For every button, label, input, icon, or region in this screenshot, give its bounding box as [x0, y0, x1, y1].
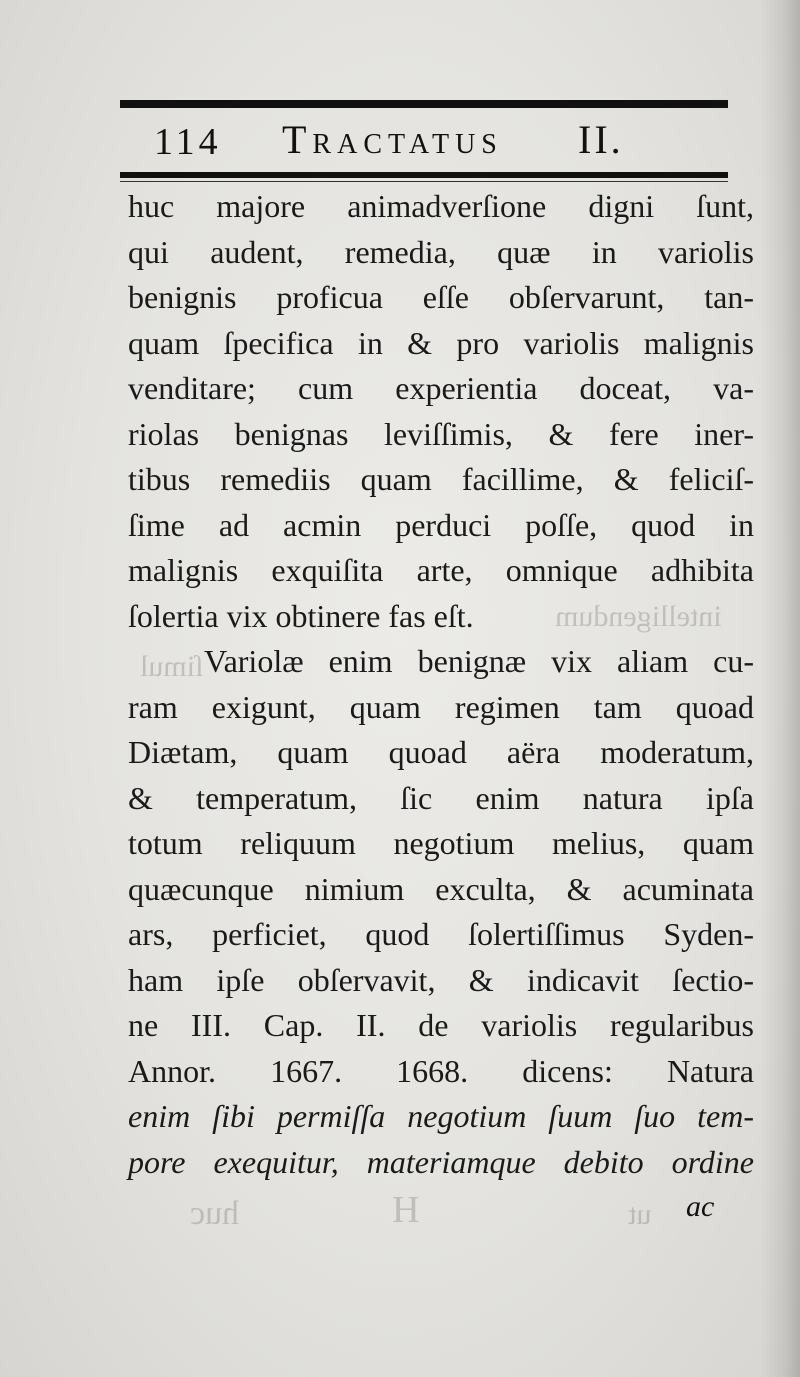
text-line: ne III. Cap. II. de variolis regularibus: [128, 1007, 754, 1043]
text-line: Diætam, quam quoad aëra moderatum,: [128, 734, 754, 770]
text-line: ars, perficiet, quod ſolertiſſimus Syden-: [128, 916, 754, 952]
quotation-line: pore exequitur, materiamque debito ordine: [128, 1143, 754, 1180]
header-rule-bottom-thin: [120, 181, 728, 182]
paragraph-start-line: Variolæ enim benignæ vix aliam cu-: [204, 643, 754, 679]
header-rule-top: [120, 100, 728, 108]
text-line: ſime ad acmin perduci poſſe, quod in: [128, 506, 754, 543]
header-rule-bottom: [120, 172, 728, 178]
text-line: malignis exquiſita arte, omnique adhibita: [128, 552, 754, 588]
text-line: quæcunque nimium exculta, & acuminata: [128, 870, 754, 907]
page-edge-shadow: [760, 0, 800, 1377]
text-line: venditare; cum experientia doceat, va-: [128, 370, 754, 406]
text-line: huc majore animadverſione digni ſunt,: [128, 188, 754, 224]
running-head: [140, 116, 740, 166]
show-through-mark: H: [392, 1189, 420, 1231]
text-line: benignis proficua eſſe obſervarunt, tan-: [128, 279, 754, 315]
show-through-mark: huc: [190, 1195, 240, 1232]
text-line: tibus remediis quam facillime, & feliciſ-: [128, 461, 754, 497]
text-line: ram exigunt, quam regimen tam quoad: [128, 688, 754, 725]
body-text: [128, 184, 754, 1185]
running-title-numeral: II.: [578, 117, 624, 162]
paragraph-end-line: ſolertia vix obtinere fas eſt.: [128, 597, 474, 634]
show-through-mark: intelligendum: [555, 600, 722, 633]
page-number: 114: [154, 121, 222, 163]
text-line: qui audent, remedia, quæ in variolis: [128, 233, 754, 270]
show-through-mark: ut: [628, 1198, 652, 1231]
quotation-line: enim ſibi permiſſa negotium ſuum ſuo tem-: [128, 1098, 754, 1134]
text-line: totum reliquum negotium melius, quam: [128, 825, 754, 861]
text-line: riolas benignas leviſſimis, & fere iner-: [128, 415, 754, 452]
text-line: & temperatum, ſic enim natura ipſa: [128, 779, 754, 816]
catchword: ac: [686, 1190, 715, 1223]
running-title: Tractatus: [282, 117, 503, 162]
text-line: quam ſpecifica in & pro variolis malignis: [128, 324, 754, 361]
show-through-mark: ſimul: [140, 650, 204, 683]
text-line: ham ipſe obſervavit, & indicavit ſectio-: [128, 961, 754, 998]
text-line: Annor. 1667. 1668. dicens: Natura: [128, 1052, 754, 1089]
